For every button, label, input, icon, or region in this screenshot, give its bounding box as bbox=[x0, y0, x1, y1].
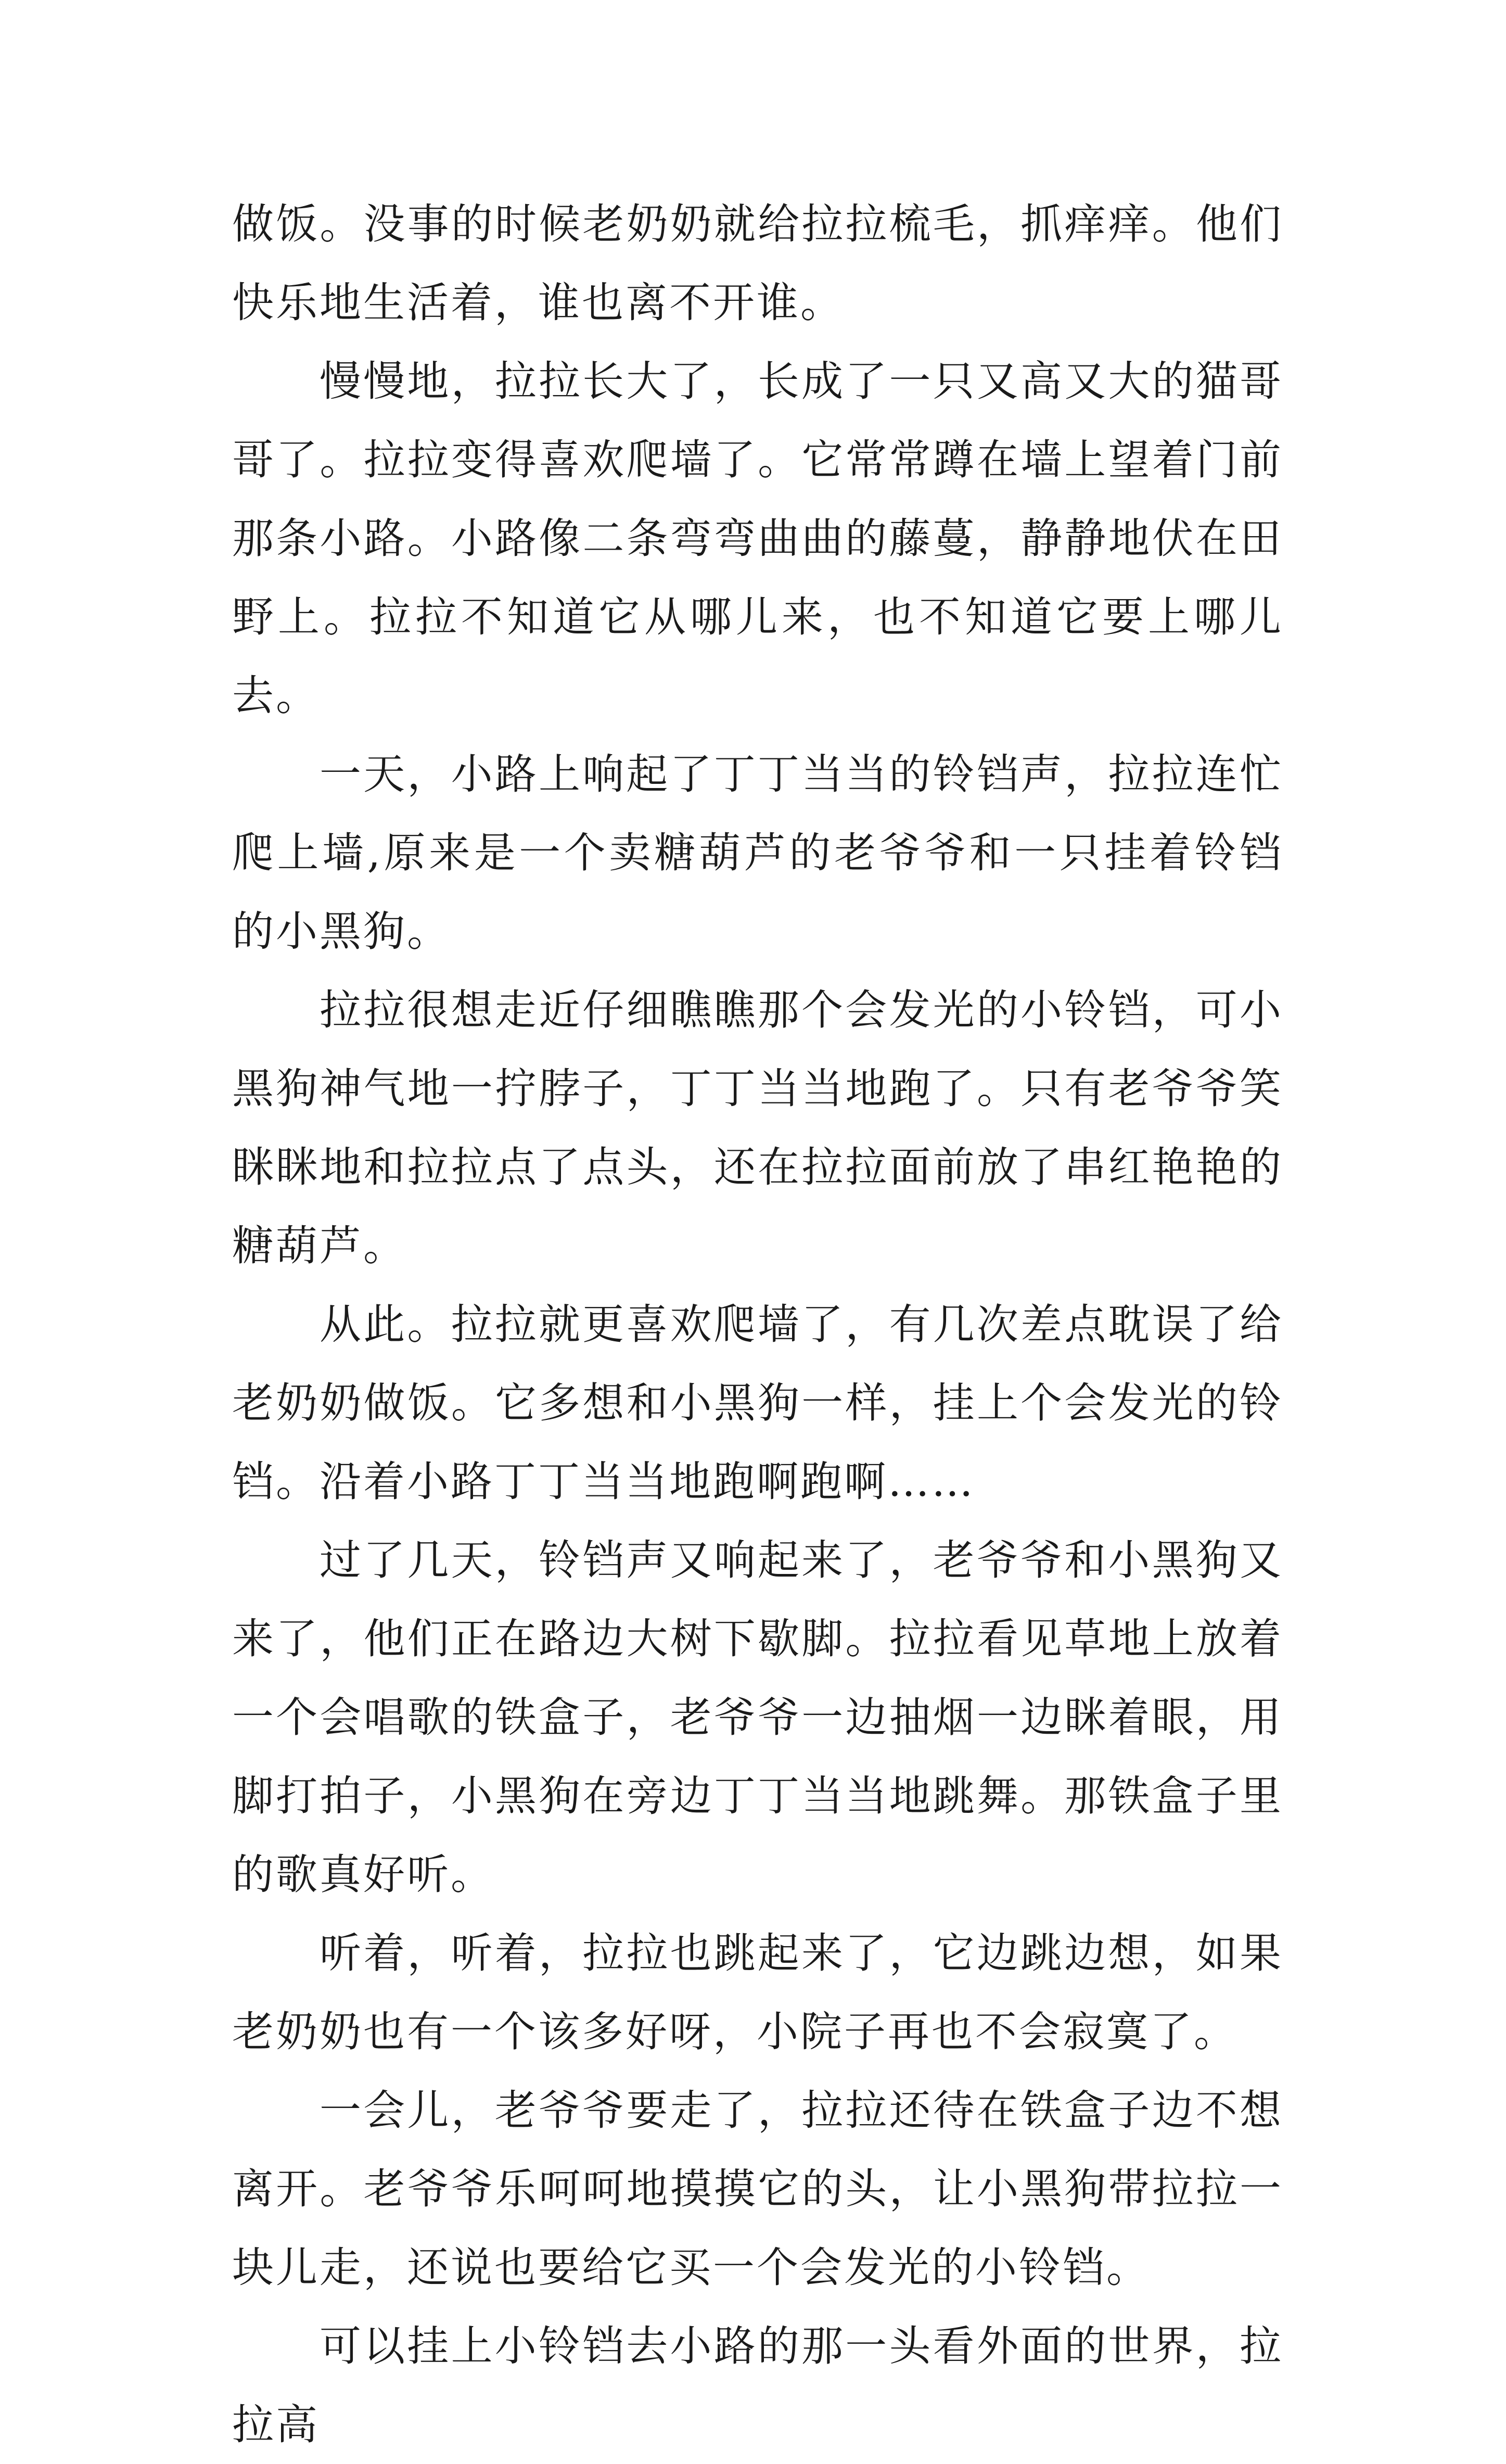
paragraph-9: 可以挂上小铃铛去小路的那一头看外面的世界，拉拉高 bbox=[232, 2322, 1283, 2449]
story-text bbox=[232, 185, 1283, 2464]
paragraph-5: 从此。拉拉就更喜欢爬墙了，有几次差点耽误了给老奶奶做饭。它多想和小黑狗一样，挂上个会发光的铃铛。沿着小路丁丁当当地跑啊跑啊…… bbox=[232, 1300, 1283, 1506]
paragraph-2: 慢慢地，拉拉长大了，长成了一只又高又大的猫哥哥了。拉拉变得喜欢爬墙了。它常常蹲在墙上望着门前那条小路。小路像二条弯弯曲曲的藤蔓，静静地伏在田野上。拉拉不知道它从哪儿来，也不知道它要上哪儿去。 bbox=[232, 357, 1283, 720]
paragraph-6: 过了几天，铃铛声又响起来了，老爷爷和小黑狗又来了，他们正在路边大树下歇脚。拉拉看见草地上放着一个会唱歌的铁盒子，老爷爷一边抽烟一边眯着眼，用脚打拍子，小黑狗在旁边丁丁当当地跳舞。那铁盒子里的歌真好听。 bbox=[232, 1536, 1283, 1899]
paragraph-1: 做饭。没事的时候老奶奶就给拉拉梳毛，抓痒痒。他们快乐地生活着，谁也离不开谁。 bbox=[232, 200, 1283, 327]
paragraph-7: 听着，听着，拉拉也跳起来了，它边跳边想，如果老奶奶也有一个该多好呀，小院子再也不会寂寞了。 bbox=[232, 1929, 1283, 2056]
paragraph-3: 一天，小路上响起了丁丁当当的铃铛声，拉拉连忙爬上墙,原来是一个卖糖葫芦的老爷爷和一只挂着铃铛的小黑狗。 bbox=[232, 750, 1283, 956]
paragraph-8: 一会儿，老爷爷要走了，拉拉还待在铁盒子边不想离开。老爷爷乐呵呵地摸摸它的头，让小黑狗带拉拉一块儿走，还说也要给它买一个会发光的小铃铛。 bbox=[232, 2086, 1283, 2292]
paragraph-4: 拉拉很想走近仔细瞧瞧那个会发光的小铃铛，可小黑狗神气地一拧脖子，丁丁当当地跑了。只有老爷爷笑眯眯地和拉拉点了点头，还在拉拉面前放了串红艳艳的糖葫芦。 bbox=[232, 986, 1283, 1270]
